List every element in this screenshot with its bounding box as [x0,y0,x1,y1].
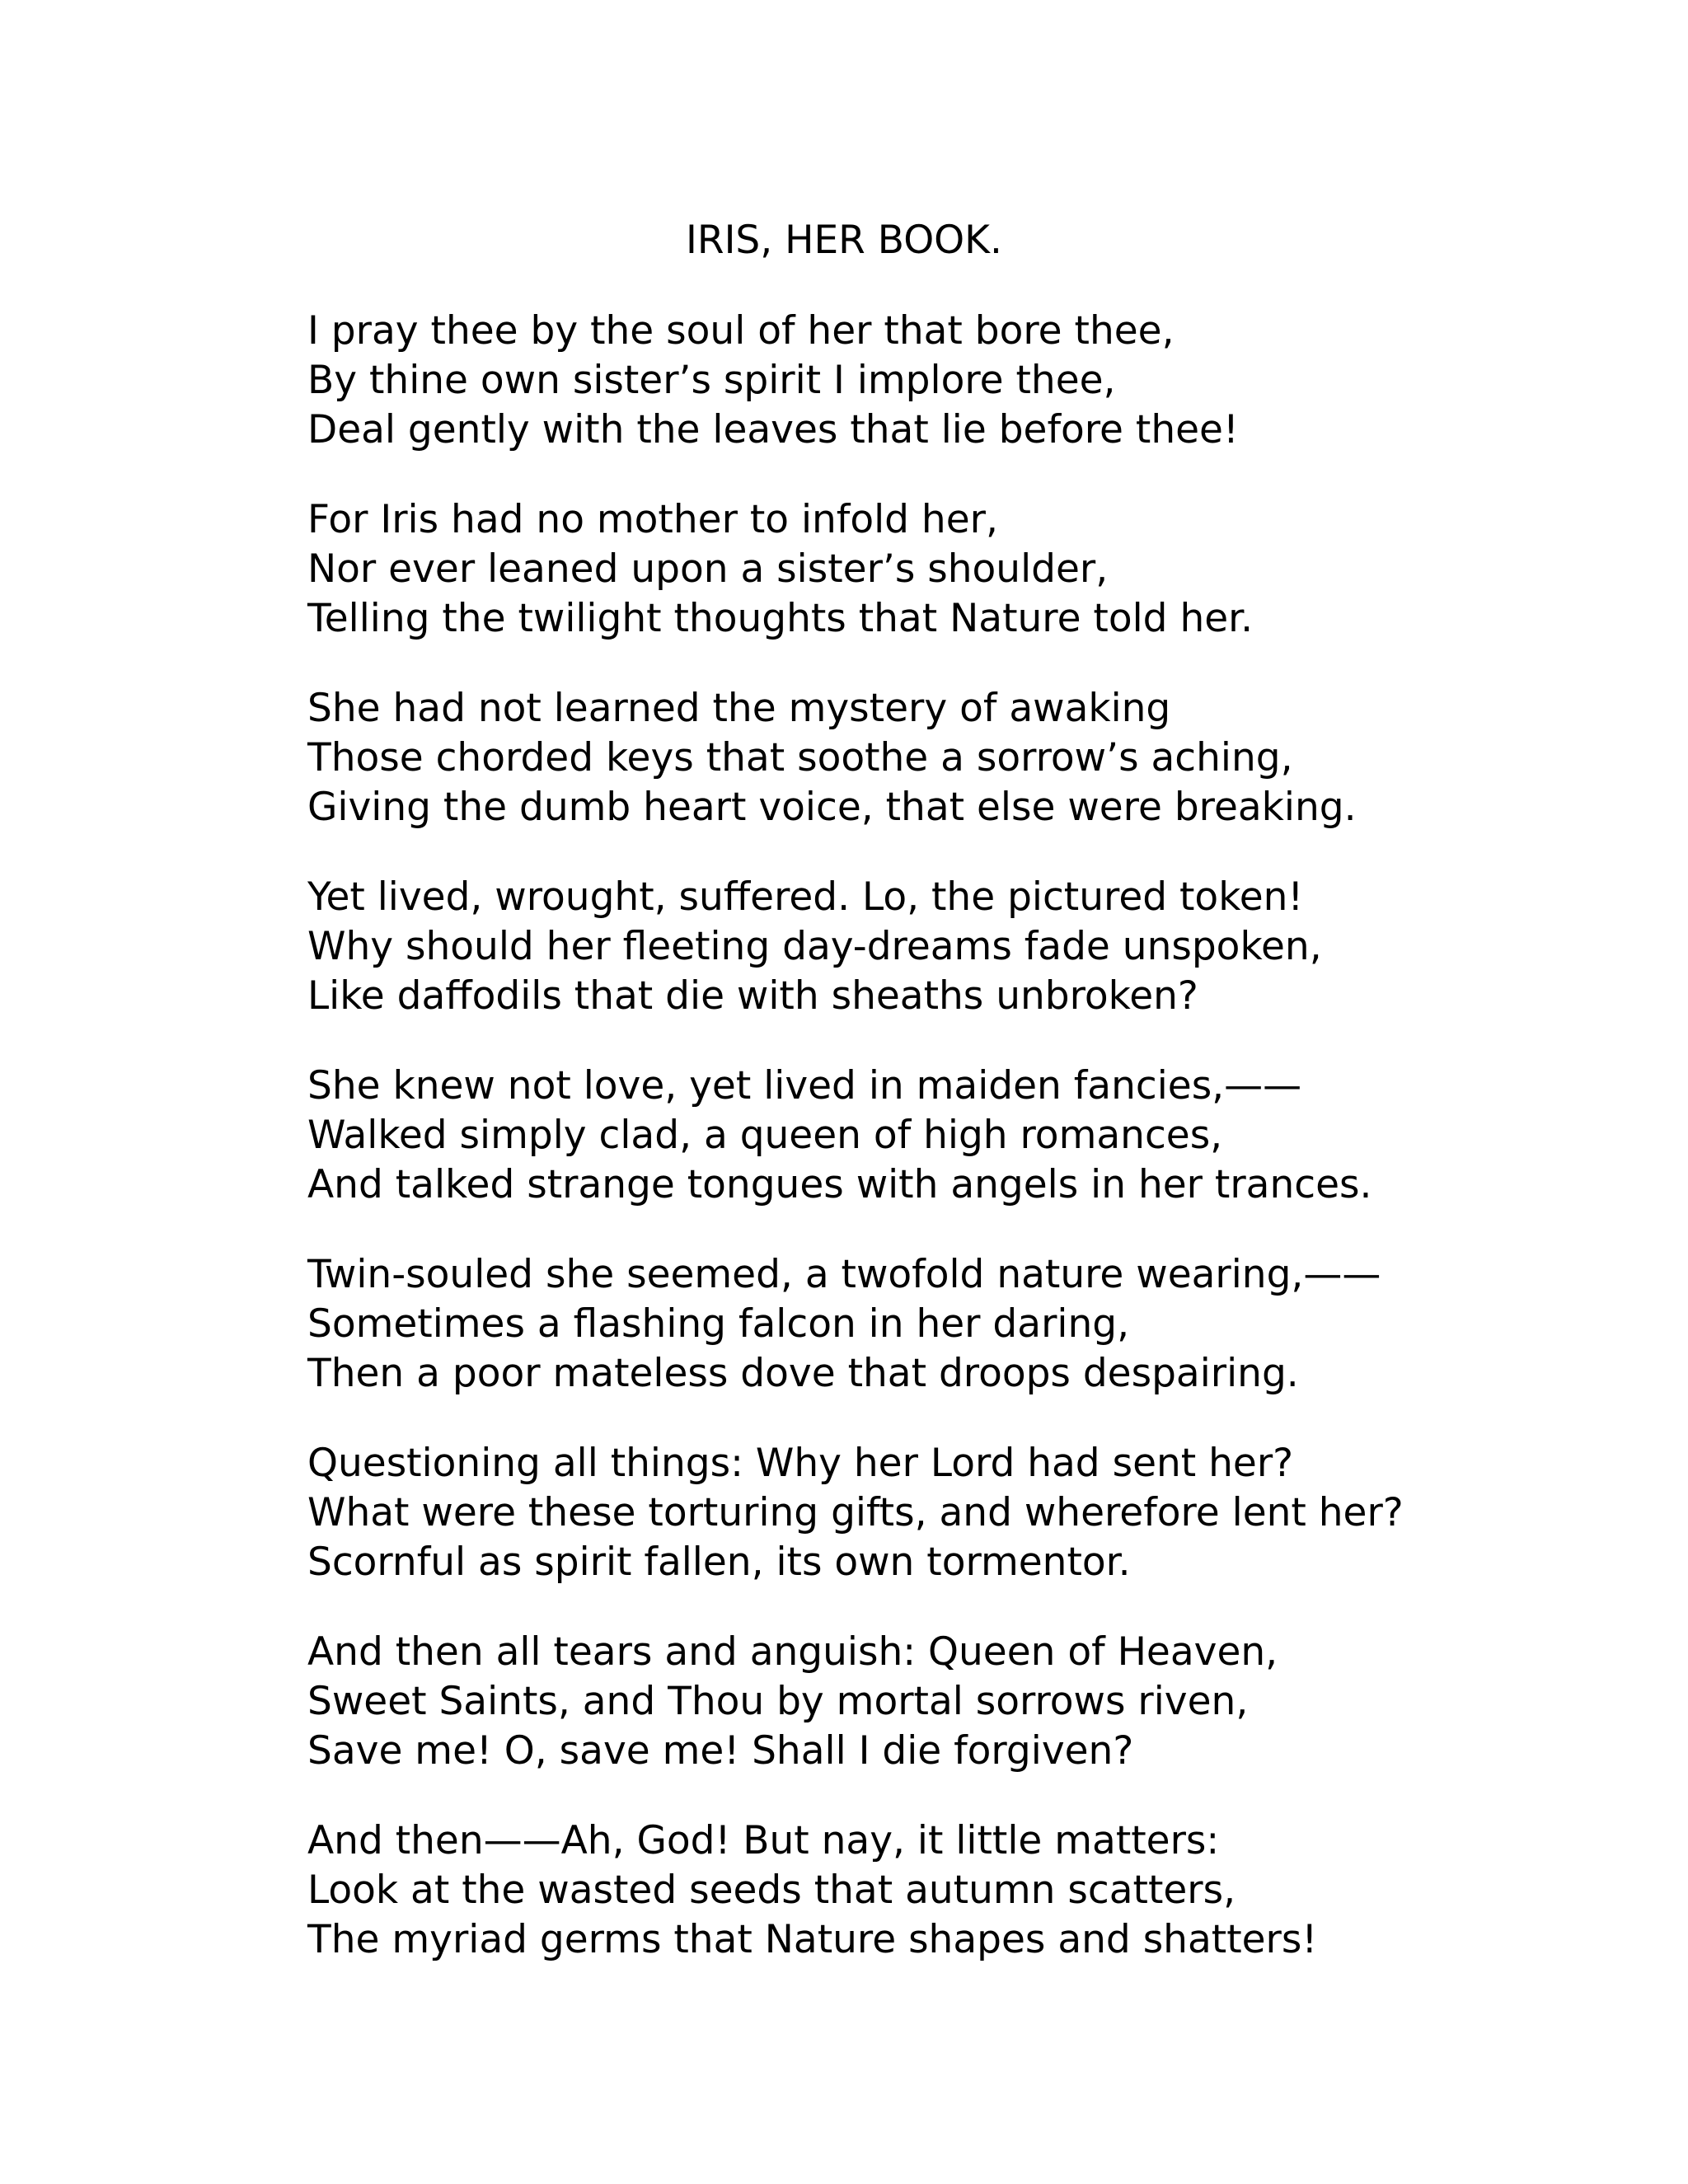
stanza [307,1628,1659,1776]
poem-line: Sweet Saints, and Thou by mortal sorrows riven, [307,1679,1249,1724]
poem-line: Scornful as spirit fallen, its own tormentor. [307,1540,1131,1585]
poem-line: For Iris had no mother to infold her, [307,497,998,542]
poem-line: She knew not love, yet lived in maiden fancies,—— [307,1063,1302,1108]
poem-line: I pray thee by the soul of her that bore thee, [307,308,1175,354]
poem-line: Save me! O, save me! Shall I die forgiven? [307,1728,1134,1774]
poem-line: She had not learned the mystery of awaking [307,686,1171,731]
poem-line: Yet lived, wrought, suffered. Lo, the pictured token! [307,874,1304,920]
poem-body [307,307,1659,2005]
stanza [307,495,1659,644]
stanza [307,1250,1659,1399]
poem-line: Questioning all things: Why her Lord had sent her? [307,1441,1294,1486]
poem-line: And then——Ah, God! But nay, it little matters: [307,1818,1220,1863]
poem-title: IRIS, HER BOOK. [686,218,1002,263]
poem-line: What were these torturing gifts, and wherefore lent her? [307,1490,1404,1535]
poem-line: By thine own sister’s spirit I implore thee, [307,358,1116,403]
poem-line: Then a poor mateless dove that droops despairing. [307,1351,1299,1396]
stanza [307,1816,1659,1965]
poem-line: Those chorded keys that soothe a sorrow’s aching, [307,735,1293,780]
poem-line: And talked strange tongues with angels in her trances. [307,1162,1372,1207]
stanza [307,684,1659,832]
stanza [307,307,1659,455]
poem-line: Walked simply clad, a queen of high romances, [307,1113,1223,1158]
poem-line: Look at the wasted seeds that autumn scatters, [307,1868,1236,1913]
poem-line: Telling the twilight thoughts that Nature told her. [307,596,1254,641]
poem-line: Giving the dumb heart voice, that else were breaking. [307,785,1357,830]
poem-line: The myriad germs that Nature shapes and shatters! [307,1917,1318,1962]
poem-line: Nor ever leaned upon a sister’s shoulder, [307,546,1109,592]
stanza [307,1439,1659,1587]
poem-line: Deal gently with the leaves that lie before thee! [307,407,1239,452]
poem-line: And then all tears and anguish: Queen of Heaven, [307,1629,1278,1675]
poem-line: Like daffodils that die with sheaths unbroken? [307,973,1198,1019]
poem-line: Sometimes a flashing falcon in her daring, [307,1301,1130,1347]
poem-line: Why should her fleeting day-dreams fade unspoken, [307,924,1322,969]
poem-line: Twin-souled she seemed, a twofold nature wearing,—— [307,1252,1381,1297]
stanza [307,873,1659,1021]
stanza [307,1062,1659,1210]
